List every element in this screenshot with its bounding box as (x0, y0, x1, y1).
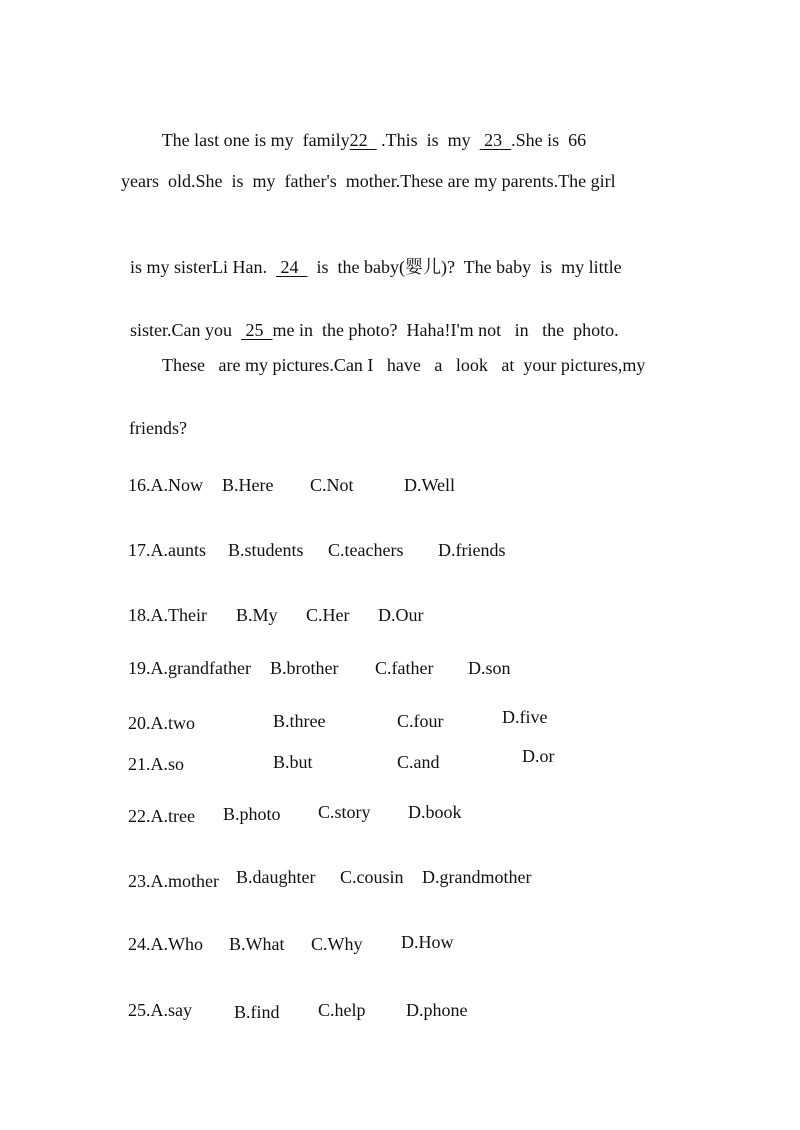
question-17-option-a (128, 539, 206, 561)
option-text: A.tree (150, 806, 195, 826)
question-18-option-b: B.My (236, 605, 278, 625)
question-23-option-c: C.cousin (340, 867, 404, 887)
option-text: A.mother (150, 871, 219, 891)
question-25-option-c: C.help (318, 1000, 366, 1020)
passage-text: .This is my (376, 130, 480, 150)
question-24-option-c: C.Why (311, 934, 363, 954)
question-20-option-b: B.three (273, 711, 326, 731)
question-number: 17. (128, 540, 151, 560)
question-21-option-c: C.and (397, 752, 440, 772)
question-23-option-b: B.daughter (236, 867, 316, 887)
question-22-option-d: D.book (408, 802, 462, 822)
question-18-option-a (128, 604, 207, 626)
question-16-option-b: B.Here (222, 475, 274, 495)
question-number: 25. (128, 1000, 151, 1020)
blank-22: 22 (349, 130, 377, 150)
question-16-option-a (128, 474, 203, 496)
passage-line-5: These are my pictures.Can I have a look at your pictures,my (162, 355, 646, 375)
question-17-option-b: B.students (228, 540, 304, 560)
passage-line-2: years old.She is my father's mother.These are my parents.The girl (121, 171, 616, 191)
question-21-option-d: D.or (522, 746, 555, 766)
passage-text: .She is 66 (511, 130, 587, 150)
question-number: 24. (128, 934, 151, 954)
question-19-option-d: D.son (468, 658, 511, 678)
question-25-option-b: B.find (234, 1002, 280, 1022)
passage-text: is the baby(婴儿)? The baby is my little (307, 257, 622, 277)
question-19-option-a (128, 657, 251, 679)
passage-line-3 (121, 234, 622, 278)
question-number: 19. (128, 658, 151, 678)
question-number: 23. (128, 871, 151, 891)
question-19-option-c: C.father (375, 658, 434, 678)
question-17-option-d: D.friends (438, 540, 506, 560)
question-20-option-a (128, 712, 195, 734)
question-24-option-d: D.How (401, 932, 454, 952)
passage-text: sister.Can you (130, 320, 241, 340)
question-number: 16. (128, 475, 151, 495)
question-22-option-b: B.photo (223, 804, 281, 824)
question-24-option-b: B.What (229, 934, 285, 954)
question-20-option-d: D.five (502, 707, 548, 727)
question-23-option-a (128, 870, 219, 892)
question-16-option-c: C.Not (310, 475, 354, 495)
question-18-option-d: D.Our (378, 605, 424, 625)
option-text: A.Who (150, 934, 203, 954)
question-number: 22. (128, 806, 151, 826)
question-16-option-d: D.Well (404, 475, 456, 495)
question-number: 20. (128, 713, 151, 733)
blank-23: 23 (479, 130, 512, 150)
question-20-option-c: C.four (397, 711, 444, 731)
option-text: A.say (150, 1000, 192, 1020)
question-21-option-b: B.but (273, 752, 313, 772)
question-18-option-c: C.Her (306, 605, 350, 625)
passage-text: The last one is my family (161, 130, 350, 150)
question-number: 18. (128, 605, 151, 625)
option-text: A.grandfather (150, 658, 251, 678)
question-22-option-a (128, 805, 195, 827)
passage-text: is my sisterLi Han. (130, 257, 276, 277)
question-19-option-b: B.brother (270, 658, 339, 678)
option-text: A.Now (150, 475, 203, 495)
option-text: A.so (150, 754, 185, 774)
option-text: A.two (150, 713, 195, 733)
question-17-option-c: C.teachers (328, 540, 404, 560)
question-number: 21. (128, 754, 151, 774)
question-25-option-d: D.phone (406, 1000, 468, 1020)
option-text: A.aunts (150, 540, 206, 560)
question-24-option-a (128, 933, 203, 955)
option-text: A.Their (150, 605, 207, 625)
blank-25: 25 (241, 320, 273, 340)
passage-line-6: friends? (129, 418, 187, 438)
passage-text: me in the photo? Haha!I'm not in the photo. (272, 320, 619, 340)
passage-line-4 (121, 297, 619, 341)
question-25-option-a (128, 999, 192, 1021)
question-23-option-d: D.grandmother (422, 867, 532, 887)
blank-24: 24 (276, 257, 308, 277)
question-22-option-c: C.story (318, 802, 371, 822)
passage-line-1 (153, 107, 586, 151)
question-21-option-a (128, 753, 184, 775)
